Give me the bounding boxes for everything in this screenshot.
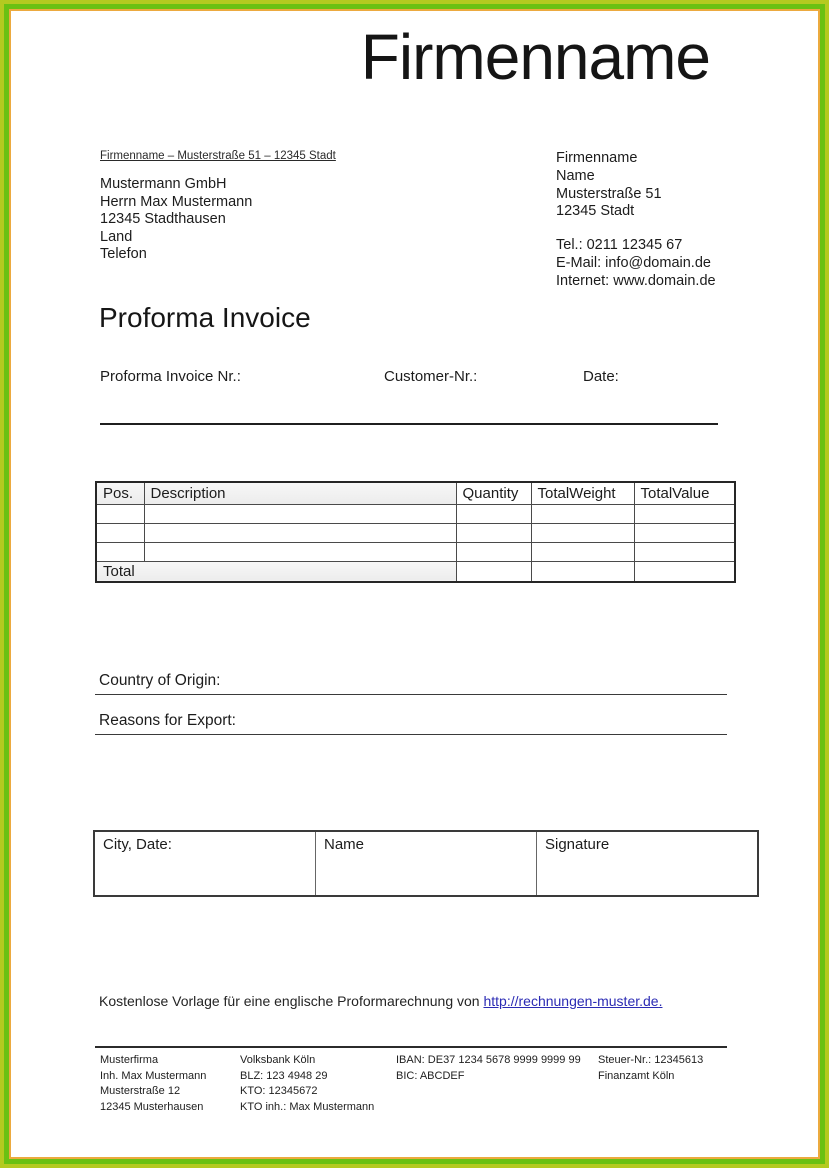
footer-line: Musterstraße 12 <box>100 1085 181 1097</box>
invoice-number-label: Proforma Invoice Nr.: <box>100 368 241 385</box>
totalweight-column-header: TotalWeight <box>531 482 634 504</box>
footer-line: Inh. Max Mustermann <box>100 1069 207 1082</box>
phone-line: Tel.: 0211 12345 67 <box>556 237 683 254</box>
totalweight-cell <box>531 523 634 542</box>
pos-cell <box>96 542 144 561</box>
table-row <box>96 504 735 523</box>
pos-column-header: Pos. <box>96 482 144 504</box>
table-row <box>96 523 735 542</box>
description-cell <box>144 523 456 542</box>
footer-line: 12345 Musterhausen <box>100 1100 204 1113</box>
total-weight-cell <box>531 561 634 582</box>
company-address-line: 12345 Stadt <box>556 203 635 220</box>
city-date-cell: City, Date: <box>94 831 316 896</box>
footer-line: Volksbank Köln <box>240 1054 316 1066</box>
recipient-line: Land <box>100 228 133 245</box>
company-address-line: Musterstraße 51 <box>556 185 662 202</box>
quantity-cell <box>456 523 531 542</box>
totalvalue-cell <box>634 504 735 523</box>
footer-bank-column <box>240 1053 395 1115</box>
recipient-line: Herrn Max Mustermann <box>100 193 253 210</box>
footer-line: KTO inh.: Max Mustermann <box>240 1100 375 1113</box>
company-address <box>556 150 716 221</box>
description-cell <box>144 542 456 561</box>
totalvalue-column-header: TotalValue <box>634 482 735 504</box>
company-name-headline: Firmenname <box>360 21 710 93</box>
recipient-address-block <box>100 176 252 264</box>
template-credit-note <box>99 993 662 1009</box>
signature-row <box>94 831 758 896</box>
total-label-cell: Total <box>96 561 456 582</box>
meta-divider-line <box>100 423 718 425</box>
rechnungen-muster-link[interactable]: http://rechnungen-muster.de <box>483 993 659 1009</box>
totalweight-cell <box>531 542 634 561</box>
recipient-line: Mustermann GmbH <box>100 176 227 192</box>
recipient-line: Telefon <box>100 246 147 263</box>
footer-tax-column <box>598 1053 728 1084</box>
footer-company-column <box>100 1053 238 1115</box>
customer-number-label: Customer-Nr.: <box>384 368 478 385</box>
totalweight-cell <box>531 504 634 523</box>
footer-divider-line <box>95 1046 727 1048</box>
footer-iban-column <box>396 1053 596 1084</box>
quantity-cell <box>456 504 531 523</box>
company-address-line: Name <box>556 167 595 184</box>
total-value-cell <box>634 561 735 582</box>
footer-line: Musterfirma <box>100 1054 159 1066</box>
document-title: Proforma Invoice <box>99 302 311 333</box>
total-row <box>96 561 735 582</box>
email-line: E-Mail: info@domain.de <box>556 254 711 271</box>
items-header-row <box>96 482 735 504</box>
pos-cell <box>96 523 144 542</box>
footer-line: Steuer-Nr.: 12345613 <box>598 1054 704 1066</box>
footer-line: BIC: ABCDEF <box>396 1069 465 1082</box>
description-cell <box>144 504 456 523</box>
company-contact-block <box>556 150 716 291</box>
footer-line: KTO: 12345672 <box>240 1085 318 1097</box>
total-quantity-cell <box>456 561 531 582</box>
description-column-header: Description <box>144 482 456 504</box>
company-contact-lines <box>556 237 716 290</box>
footer-line: Finanzamt Köln <box>598 1069 675 1082</box>
website-line: Internet: www.domain.de <box>556 272 716 289</box>
credit-note-text: Kostenlose Vorlage für eine englische Proformarechnung von <box>99 993 484 1009</box>
credit-note-period: . <box>658 993 663 1009</box>
sender-address-line: Firmenname – Musterstraße 51 – 12345 Stadt <box>100 150 336 162</box>
table-row <box>96 542 735 561</box>
signature-table <box>93 830 759 897</box>
company-address-line: Firmenname <box>556 150 638 166</box>
quantity-cell <box>456 542 531 561</box>
recipient-line: 12345 Stadthausen <box>100 211 226 228</box>
date-label: Date: <box>583 368 619 385</box>
line-items-table <box>95 481 736 583</box>
country-of-origin-underline <box>95 694 727 695</box>
reasons-for-export-label: Reasons for Export: <box>99 712 236 729</box>
country-of-origin-label: Country of Origin: <box>99 672 221 689</box>
totalvalue-cell <box>634 542 735 561</box>
reasons-for-export-underline <box>95 734 727 735</box>
quantity-column-header: Quantity <box>456 482 531 504</box>
totalvalue-cell <box>634 523 735 542</box>
name-cell: Name <box>316 831 537 896</box>
signature-cell: Signature <box>537 831 759 896</box>
footer-line: BLZ: 123 4948 29 <box>240 1069 328 1082</box>
pos-cell <box>96 504 144 523</box>
footer-line: IBAN: DE37 1234 5678 9999 9999 99 <box>396 1054 581 1066</box>
